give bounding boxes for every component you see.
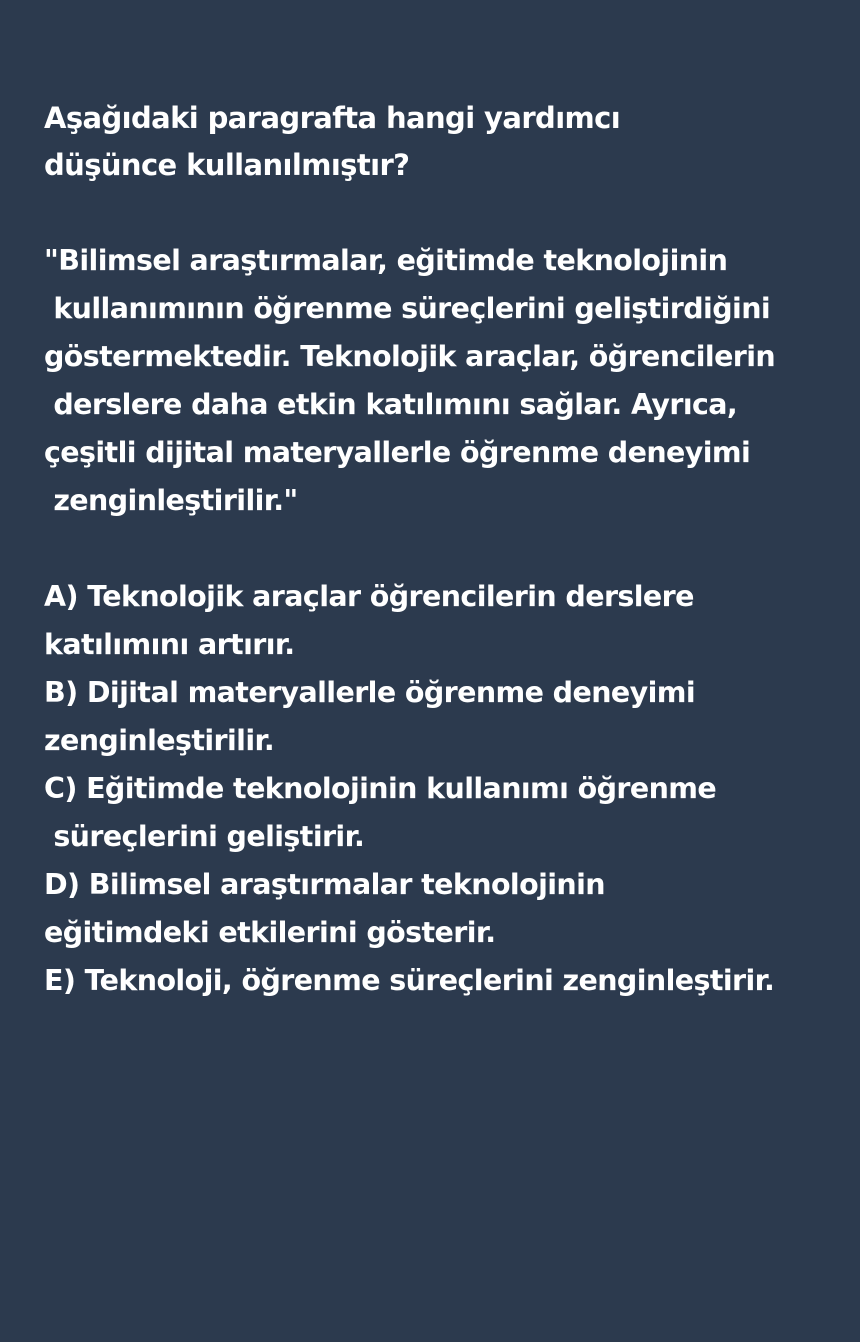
paragraph-line: çeşitli dijital materyallerle öğrenme deneyimi bbox=[44, 436, 751, 469]
paragraph-line: kullanımının öğrenme süreçlerini geliştirdiğini bbox=[44, 292, 771, 325]
option-d-line[interactable]: eğitimdeki etkilerini gösterir. bbox=[44, 916, 496, 949]
option-a-line[interactable]: katılımını artırır. bbox=[44, 628, 295, 661]
question-line: düşünce kullanılmıştır? bbox=[44, 148, 410, 182]
option-c-line[interactable]: C) Eğitimde teknolojinin kullanımı öğrenme bbox=[44, 772, 717, 805]
paragraph-line: "Bilimsel araştırmalar, eğitimde teknolojinin bbox=[44, 244, 728, 277]
option-b-line[interactable]: B) Dijital materyallerle öğrenme deneyimi bbox=[44, 676, 696, 709]
question-line: Aşağıdaki paragrafta hangi yardımcı bbox=[44, 101, 621, 135]
paragraph-line: derslere daha etkin katılımını sağlar. Ayrıca, bbox=[44, 388, 738, 421]
option-e-line[interactable]: E) Teknoloji, öğrenme süreçlerini zenginleştirir. bbox=[44, 964, 775, 997]
option-c-line[interactable]: süreçlerini geliştirir. bbox=[44, 820, 365, 853]
option-b-line[interactable]: zenginleştirilir. bbox=[44, 724, 275, 757]
paragraph-line: zenginleştirilir." bbox=[44, 484, 298, 517]
option-d-line[interactable]: D) Bilimsel araştırmalar teknolojinin bbox=[44, 868, 605, 901]
paragraph-line: göstermektedir. Teknolojik araçlar, öğrencilerin bbox=[44, 340, 776, 373]
option-a-line[interactable]: A) Teknolojik araçlar öğrencilerin derslere bbox=[44, 580, 694, 613]
